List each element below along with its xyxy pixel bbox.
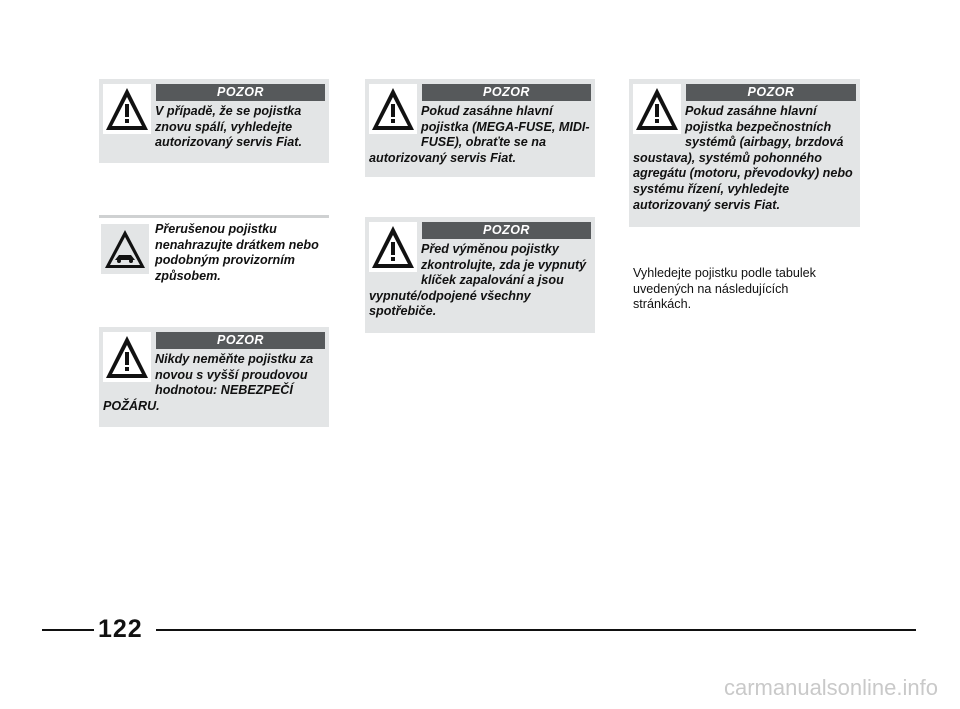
watermark: carmanualsonline.info: [723, 675, 938, 700]
notice-text: Přerušenou pojistku nenahrazujte drátkem nebo podobným provizorním způsobem.: [155, 222, 319, 283]
body-text-note: Vyhledejte pojistku podle tabulek uvedených na následujících stránkách.: [633, 266, 816, 312]
warning-text: Pokud zasáhne hlavní pojistka bezpečnostních systémů (airbagy, brzdová soustava), systémů pohonného agregátu (motoru, převodovky) nebo systému řízení, vyhledejte autorizovaný servis Fiat.: [633, 104, 853, 212]
warning-text: V případě, že se pojistka znovu spálí, vyhledejte autorizovaný servis Fiat.: [155, 104, 302, 150]
pozor-heading: POZOR: [422, 222, 591, 239]
pozor-heading: POZOR: [686, 84, 856, 101]
warning-box-fuse-blows-again: [99, 79, 329, 163]
warning-text: Pokud zasáhne hlavní pojistka (MEGA-FUSE, MIDI-FUSE), obraťte se na autorizovaný servis Fiat.: [369, 104, 590, 165]
footer-rule-right: [156, 629, 916, 631]
footer-rule-left: [42, 629, 94, 631]
warning-box-main-fuse: [365, 79, 595, 177]
notice-divider: [99, 215, 329, 218]
pozor-heading: POZOR: [422, 84, 591, 101]
notice-box-no-wire-replacement: [99, 215, 329, 295]
pozor-heading: POZOR: [156, 84, 325, 101]
page-number: 122: [98, 615, 143, 643]
pozor-heading: POZOR: [156, 332, 325, 349]
warning-text: Před výměnou pojistky zkontrolujte, zda je vypnutý klíček zapalování a jsou vypnuté/odpojené všechny spotřebiče.: [369, 242, 587, 319]
warning-text: Nikdy neměňte pojistku za novou s vyšší proudovou hodnotou: NEBEZPEČÍ POŽÁRU.: [103, 352, 314, 413]
warning-box-before-replacing: [365, 217, 595, 333]
warning-box-higher-rating: [99, 327, 329, 427]
warning-box-safety-systems-fuse: [629, 79, 860, 227]
